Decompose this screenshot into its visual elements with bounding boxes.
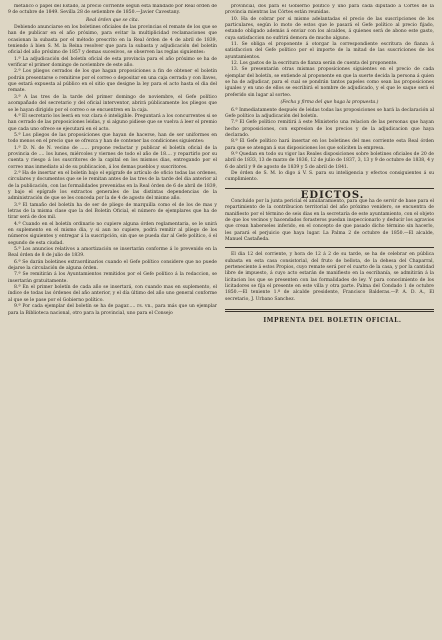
paragraph: 11. Se obliga el proponente á otorgar la correspondiente escritura de fianza á satisfaccion del Gefe político por el importe de la mitad de las suscriciones de los ayuntamientos.: [225, 42, 434, 60]
paragraph: 6.ª Se darán boletines extraordinarios cuando el Gefe político considere que no puede dejarse la circulación de alguna órden.: [8, 259, 217, 272]
edicts-heading: EDICTOS.: [300, 189, 365, 201]
paragraph: 5.ª Los anuncios relativos a amortización se insertarán conforme á lo prevenido en la Real órden de 8 de julio de 1839.: [8, 247, 217, 259]
paragraph: 1.ª La adjudicación del boletín oficial de esta provincia para el año próximo se ha de verificar el primer domingo de noviembre de este año.: [8, 56, 217, 69]
edict-paragraph: El dia 12 del corriente, y hora de 12 á 2 de su tarde, se ha de celebrar en pública subasta en esta casa consistorial, del fruto de bellota, de la dehesa del Chaparral, perteneciente á estos Propios, cuyo remate será por el cuarto de la casa, y por la cantidad libre de impuesto, á cuyo acto estarán de manifiesto en la escribanía, se admitirán á la licitacion los que se presenten con las formalidades de ley. Y para conocimiento de los licitadores se fija el presente en este villa y otra parte. Palma del Condado 1 de octubre 1850.—El teniente 1.º de alcalde presidente, Francisco Balderas.—P. A. D. A., El secretario, J. Urbano Sanchez.: [225, 252, 434, 302]
paragraph: 2.ª Los pliegos cerrados de los que hagan proposiciones a fin de obtener el boletín podrán presentarse o remitirse por el correo o depositar en una caja cerrada y con llaves, que estará expuesta al público en el sitio que designe la ley para el acto hasta el dia del remate.: [8, 69, 217, 94]
paragraph: 13. Se presentarán otras mismas proposiciones siguientes en el precio de cada ejemplar del boletín, se entiende al proponente en que la suerte decida la persona á quien se ha de adjudicar, para el cual se pondrán tantos papeles como sean las proposiciones iguales y en uno de ellos se escribirá el nombre de adjudicado, y el que le saque será el preferido sin lugar al sorteo.: [225, 67, 434, 98]
imprint: IMPRENTA DEL BOLETIN OFICIAL.: [263, 317, 402, 325]
edict-paragraph: Concluido por la junta pericial el amillaramiento, para que ha de servir de base para el repartimiento de la contribucion territorial del año próximo venidero, se encuentra de manifiesto por el término de seis dias en la secretaría de este ayuntamiento, con el objeto de que los vecinos y hacendados forasteros puedan inspeccionarlo y deducir los agravios que crean haberseles inferido, en el concepto de que pasado dicho término sin hacerlo, les parará el perjuicio que haya lugar. La Palma 2 de octubre de 1850.—El alcalde, Manuel Castañeda.: [225, 198, 434, 243]
right-column: [225, 4, 434, 630]
paragraph: Debiendo anunciarse en los boletines oficiales de las provincias el remate de los que se han de publicar en el año próximo, para evitar la multiplicidad reclamaciones que ocasionan la subasta por el método prescrito en la Real órden de 4 de abril de 1839, teniendo á bien S. M. la Reina resolver que para la subasta y adjudicación del boletín oficial del año próximo de 1857 y demas sucesivos, se observen las reglas siguientes:: [8, 25, 217, 56]
intro-paragraph: metálico ó papel del Estado, al precio corriente según está mandado por Real órden de 9 de octubre de 1849. Sevilla 28 de setiembre de 1850.—Javier Cavestany.: [8, 4, 217, 16]
paragraph: 4.ª Cuando en el boletín ordinario no cupiere alguna órden reglamentaria, se le unirá en suplemento en el mismo dia, y si aun no cupiere, podrá remitir al pliego de los números siguientes y entregar á la suscripción, sin que se pueda dar al Gefe político, ó el segundo de esta ciudad.: [8, 221, 217, 246]
columns: [8, 4, 434, 630]
paragraph: 4.ª El secretario los leerá en voz clara é inteligible. Preguntará a los concurrentes si se han cerrado de las proposiciones leidas, y si alguno pidiese que se vuelva á leer el premio que cada uno ofrece se ejecutará en el acto.: [8, 113, 217, 132]
imprint-divider: [225, 309, 434, 312]
paragraph: 12. Los gastos de la escritura de fianza serán de cuenta del proponente.: [231, 61, 398, 67]
decree-title: Real órden que se cita.: [85, 17, 140, 23]
paragraph: 6.ª Inmediatamente después de leidas todas las proposiciones se hará la declaración al Gefe político la adjudicación del boletín.: [225, 107, 434, 119]
paragraph: 9.ª Quedan en todo su vigor las Reales disposiciones sobre boletines oficiales de 20 de abril de 1833, 13 de marzo de 1836, 12 de julio de 1837, 3, 13 y 9 de octubre de 1838, 4 y 6 de abril y 9 de agosto de 1839 y 5 de abril de 1841.: [225, 151, 434, 170]
paragraph: 7.ª El Gefe político remitirá á este Ministerio una relacion de las personas que hayan hecho proposiciones, con expresion de los precios y de la adjudicacion que haya declarado.: [225, 120, 434, 138]
section-divider: [225, 188, 434, 189]
paragraph: 9.ª Por cada ejemplar del boletín se ha de pagar..... rs. vn., para más que un ejemplar para la Biblioteca nacional, otro para la provincial, uno para el Consejo: [8, 304, 217, 316]
paragraph: 7.ª Se remitirán á los Ayuntamientos remitidos por el Gefe político á la redaccion, se insertarán gratuitamente.: [8, 272, 217, 284]
paragraph: 3.ª El tamaño del boletín ha de ser de pliego de marquilla como el de los de mas y letras de la misma clase que la del Boletín Oficial, el número de ejemplares que ha de tirar será de dos mil.: [8, 202, 217, 221]
paragraph: 8.ª El Gefe político hará insertar en los boletines del mes corriente esta Real órden para que se atengan á sus disposiciones los que soliciten la empresa.: [225, 139, 434, 151]
paragraph: 1.ª D. N. de N. vecino de ...... propone redactar y publicar el boletín oficial de la provincia de .... los lunes, miércoles y viernes de todo el año de 18.... y repartirlo por su cuenta y riesgo á los suscritores de la capital en los mismos dias, entregando por el correo mas inmediato al de su publicacion, á los demas pueblos y suscritores.: [8, 145, 217, 170]
paragraph: 5.ª Los pliegos de las proposiciones que hayan de hacerse, han de ser uniformes en todo menos en el precio que se ofrezca y han de contener las condiciones siguientes:: [8, 132, 217, 145]
signature-line: (Fecha y firma del que haga la propuesta.): [280, 100, 379, 106]
paragraph: 8.ª En el primer boletín de cada año se insertará, con cuando mas en suplemento, el índice de todas las órdenes del año anterior, y el día último del año uno general conforme al que se le pase por el Gobierno político.: [8, 285, 217, 303]
edict-divider: [225, 247, 434, 248]
left-column: [8, 4, 217, 630]
paragraph: 2.ª Ha de insertar en el boletín bajo el epígrafe de artículo de oficio todas las ordenes, circulares y documentos que se le remitan antes de las tres de la tarde del dia anterior al de la publicación, con las formalidades prevenidas en la Real órden de 6 de abril de 1839, y bajo el epígrafe los extractos generales de las distintas dependencias de la administración de que se les conceda por la de 4 de agosto del mismo año.: [8, 170, 217, 202]
paragraph: provincial, dos para el Gobierno político y uno para cada diputado á Córtes de la provincia mientras las Córtes están reunidas.: [225, 4, 434, 16]
paragraph: De órden de S. M. lo digo á V. S. para su inteligencia y efectos consiguientes á su cumplimiento.: [225, 170, 434, 183]
paragraph: 3.ª A las tres de la tarde del primer domingo de noviembre, el Gefe político acompañado del secretario y del oficial interventor, abrirá públicamente los pliegos que se le hayan dirigido por el correo o se encuentren en la caja.: [8, 94, 217, 113]
paragraph: 10. Ha de cobrar por si mismo adelantadas el precio de las suscripciones de los particulares, según lo moto de estos que le pasará el Gefe político al precio fijado, estando obligado además á enviar con los alcaldes, á quienes será de abono este gasto, cuya satisfaccion no sufrirá demora de mucho alguno.: [225, 16, 434, 41]
